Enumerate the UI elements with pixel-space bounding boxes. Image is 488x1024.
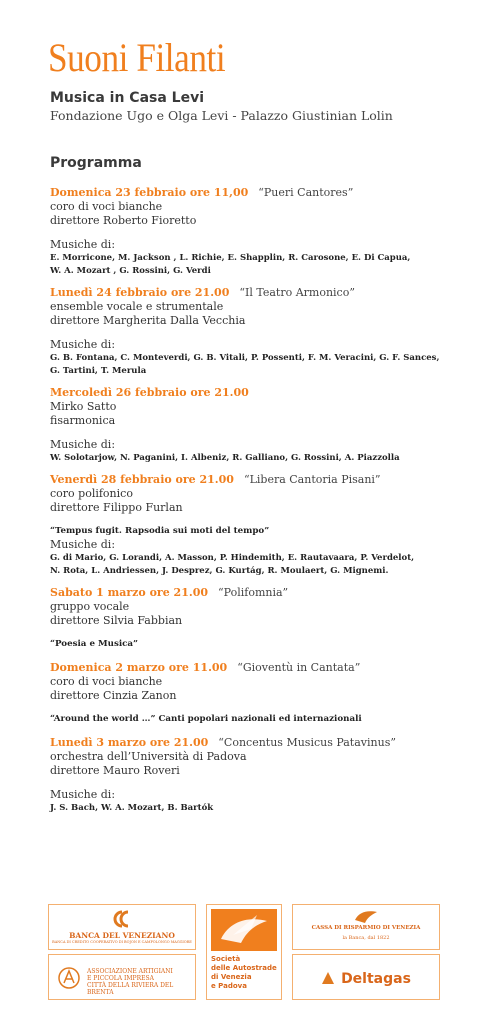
event-line: ensemble vocale e strumentale: [50, 300, 224, 313]
page-title: Suoni Filanti: [48, 35, 226, 80]
composers-line: N. Rota, L. Andriessen, J. Desprez, G. Kurtág, R. Moulaert, G. Mignemi.: [50, 566, 389, 576]
sponsors-area: [48, 904, 440, 1000]
event-line: direttore Margherita Dalla Vecchia: [50, 314, 246, 327]
composers-line: G. Tartini, T. Merula: [50, 366, 147, 376]
musiche-label: Musiche di:: [50, 338, 116, 351]
event-line: direttore Silvia Fabbian: [50, 614, 183, 627]
event-date: Venerdì 28 febbraio ore 21.00: [50, 473, 234, 486]
event: [50, 186, 450, 278]
event-line: Mirko Satto: [50, 400, 117, 413]
program-heading: Programma: [50, 155, 142, 171]
event-note: “Tempus fugit. Rapsodia sui moti del tempo”: [50, 526, 270, 536]
event-line: direttore Filippo Furlan: [50, 501, 183, 514]
sponsor-name-line: Società: [211, 955, 241, 963]
event-line: orchestra dell’Università di Padova: [50, 750, 247, 763]
event-date: Mercoledì 26 febbraio ore 21.00: [50, 386, 249, 399]
composers-line: E. Morricone, M. Jackson , L. Richie, E. Shapplin, R. Carosone, E. Di Capua,: [50, 253, 411, 263]
subtitle: Musica in Casa Levi: [50, 90, 205, 106]
composers-line: W. A. Mozart , G. Rossini, G. Verdi: [50, 266, 211, 276]
event-note: “Around the world …” Canti popolari nazionali ed internazionali: [50, 714, 362, 724]
sponsor-name: CASSA DI RISPARMIO DI VENEZIA: [311, 925, 421, 931]
event-note: “Poesia e Musica”: [50, 639, 139, 649]
sponsor-name-line: ASSOCIAZIONE ARTIGIANI: [87, 968, 173, 975]
sponsor-tagline: la Banca, dal 1822: [342, 935, 390, 941]
sponsor-name-line: di Venezia: [211, 973, 252, 981]
sponsor-name-line: E PICCOLA IMPRESA: [87, 975, 154, 982]
event-line: coro polifonico: [50, 487, 133, 500]
musiche-label: Musiche di:: [50, 438, 116, 451]
event-line: direttore Roberto Fioretto: [50, 214, 197, 227]
composers-line: W. Solotarjow, N. Paganini, I. Albeniz, R. Galliano, G. Rossini, A. Piazzolla: [50, 453, 400, 463]
event: [50, 386, 450, 465]
event-line: coro di voci bianche: [50, 675, 163, 688]
artigiani-logo-icon: [57, 965, 81, 991]
sponsor-tagline: BANCA DI CREDITO COOPERATIVO DI BOJON E CAMPOLONGO MAGGIORE: [52, 940, 192, 944]
sponsor-deltagas: [292, 954, 440, 1000]
sponsor-autostrade: [206, 904, 282, 1000]
event-line: direttore Cinzia Zanon: [50, 689, 177, 702]
event-date: Lunedì 24 febbraio ore 21.00: [50, 286, 230, 299]
event: [50, 286, 450, 378]
event-title: “Gioventù in Cantata”: [237, 661, 361, 674]
event: [50, 586, 450, 651]
event-date: Domenica 23 febbraio ore 11,00: [50, 186, 249, 199]
event-title: “Concentus Musicus Patavinus”: [218, 736, 396, 749]
event-date: Sabato 1 marzo ore 21.00: [50, 586, 209, 599]
sponsor-name-line: delle Autostrade: [211, 964, 277, 972]
event-date: Domenica 2 marzo ore 11.00: [50, 661, 228, 674]
cassa-lion-logo-icon: [353, 908, 379, 924]
musiche-label: Musiche di:: [50, 538, 116, 551]
event-title: “Libera Cantoria Pisani”: [243, 473, 381, 486]
event-line: gruppo vocale: [50, 600, 130, 613]
sponsor-name-line: e Padova: [211, 982, 247, 990]
event-title: “Il Teatro Armonico”: [239, 286, 355, 299]
event-line: direttore Mauro Roveri: [50, 764, 180, 777]
banca-veneziano-logo-icon: [111, 910, 133, 928]
sponsor-name: Deltagas: [341, 971, 411, 987]
events-list: [50, 186, 450, 815]
event-date: Lunedì 3 marzo ore 21.00: [50, 736, 209, 749]
sponsor-name: BANCA DEL VENEZIANO: [69, 931, 175, 940]
composers-line: J. S. Bach, W. A. Mozart, B. Bartók: [50, 803, 214, 813]
sponsor-artigiani: [48, 954, 196, 1000]
composers-line: G. di Mario, G. Lorandi, A. Masson, P. Hindemith, E. Rautavaara, P. Verdelot,: [50, 553, 415, 563]
event-title: “Polifomnia”: [218, 586, 289, 599]
musiche-label: Musiche di:: [50, 788, 116, 801]
sponsor-banca-veneziano: [48, 904, 196, 950]
autostrade-lion-logo-icon: [211, 909, 277, 951]
event-line: coro di voci bianche: [50, 200, 163, 213]
venue: Fondazione Ugo e Olga Levi - Palazzo Giustinian Lolin: [50, 108, 393, 123]
musiche-label: Musiche di:: [50, 238, 116, 251]
sponsor-cassa-risparmio: [292, 904, 440, 950]
event: [50, 473, 450, 578]
event: [50, 736, 450, 815]
event: [50, 661, 450, 726]
composers-line: G. B. Fontana, C. Monteverdi, G. B. Vitali, P. Possenti, F. M. Veracini, G. F. Sances,: [50, 353, 440, 363]
event-title: “Pueri Cantores”: [258, 186, 354, 199]
event-line: fisarmonica: [50, 414, 116, 427]
sponsor-name-line: CITTÀ DELLA RIVIERA DEL BRENTA: [87, 982, 174, 996]
